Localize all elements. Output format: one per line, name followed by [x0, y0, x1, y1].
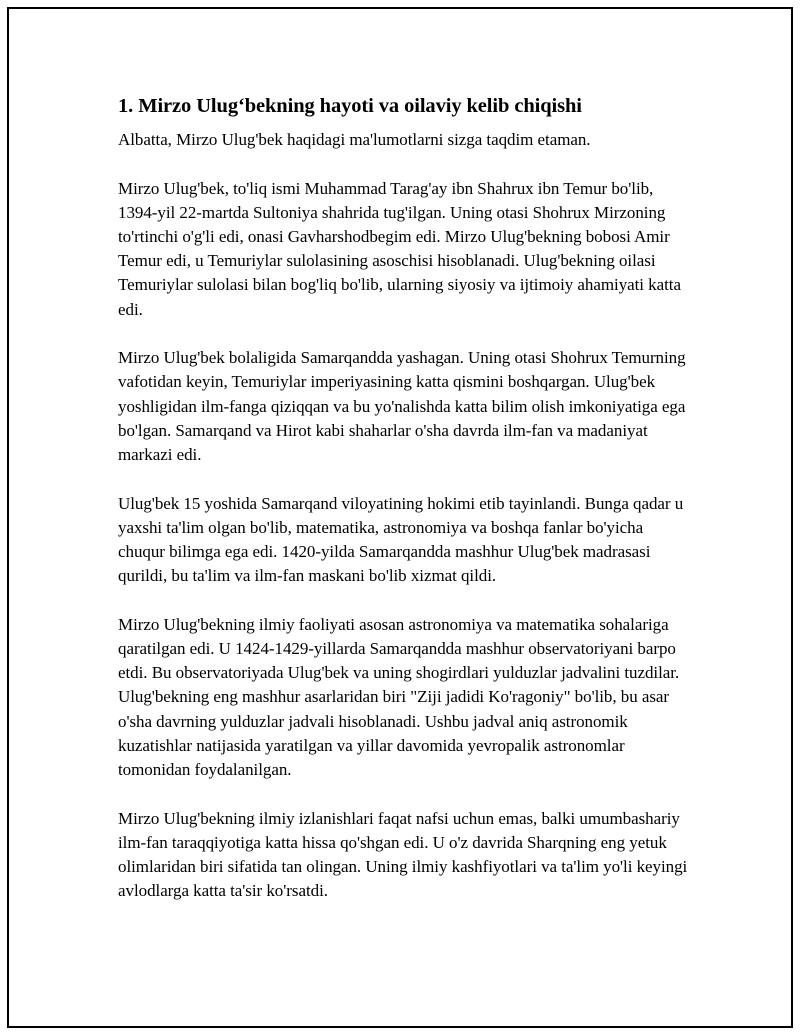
- paragraph-childhood: Mirzo Ulug'bek bolaligida Samarqandda yashagan. Uning otasi Shohrux Temurning vafotidan keyin, Temuriylar imperiyasining katta qismini boshqargan. Ulug'bek yoshligidan ilm-fanga qiziqqan va bu yo'nalishda katta bilim olish imkoniyatiga ega bo'lgan. Samarqand va Hirot kabi shaharlar o'sha davrda ilm-fan va madaniyat markazi edi.: [118, 348, 686, 465]
- document-body: [118, 92, 690, 928]
- paragraph-legacy: Mirzo Ulug'bekning ilmiy izlanishlari faqat nafsi uchun emas, balki umumbashariy ilm-fan taraqqiyotiga katta hissa qo'shgan edi. U o'z davrida Sharqning eng yetuk olimlaridan biri sifatida tan olingan. Uning ilmiy kashfiyotlari va ta'lim yo'li keyingi avlodlarga katta ta'sir ko'rsatdi.: [118, 808, 688, 901]
- paragraph-governor: Ulug'bek 15 yoshida Samarqand viloyatining hokimi etib tayinlandi. Bunga qadar u yaxshi ta'lim olgan bo'lib, matematika, astronomiya va boshqa fanlar bo'yicha chuqur bilimga ega edi. 1420-yilda Samarqandda mashhur Ulug'bek madrasasi qurildi, bu ta'lim va ilm-fan maskani bo'lib xizmat qildi.: [118, 493, 684, 586]
- intro-paragraph: Albatta, Mirzo Ulug'bek haqidagi ma'lumotlarni sizga taqdim etaman.: [118, 130, 591, 149]
- paragraph-family-origin: Mirzo Ulug'bek, to'liq ismi Muhammad Tarag'ay ibn Shahrux ibn Temur bo'lib, 1394-yil 22-martda Sultoniya shahrida tug'ilgan. Uning otasi Shohrux Mirzoning to'rtinchi o'g'li edi, onasi Gavharshodbegim edi. Mirzo Ulug'bekning bobosi Amir Temur edi, u Temuriylar sulolasining asoschisi hisoblanadi. Ulug'bekning oilasi Temuriylar sulolasi bilan bog'liq bo'lib, ularning siyosiy va ijtimoiy ahamiyati katta edi.: [118, 178, 681, 319]
- paragraph-scientific-work: Mirzo Ulug'bekning ilmiy faoliyati asosan astronomiya va matematika sohalariga qaratilgan edi. U 1424-1429-yillarda Samarqandda mashhur observatoriyani barpo etdi. Bu observatoriyada Ulug'bek va uning shogirdlari yulduzlar jadvalini tuzdilar. Ulug'bekning eng mashhur asarlaridan biri "Ziji jadidi Ko'ragoniy" bo'lib, bu asar o'sha davrning yulduzlar jadvali hisoblanadi. Ushbu jadval aniq astronomik kuzatishlar natijasida yaratilgan va yillar davomida yevropalik astronomlar tomonidan foydalanilgan.: [118, 614, 680, 780]
- section-heading: 1. Mirzo Ulug‘bekning hayoti va oilaviy kelib chiqishi: [118, 95, 582, 117]
